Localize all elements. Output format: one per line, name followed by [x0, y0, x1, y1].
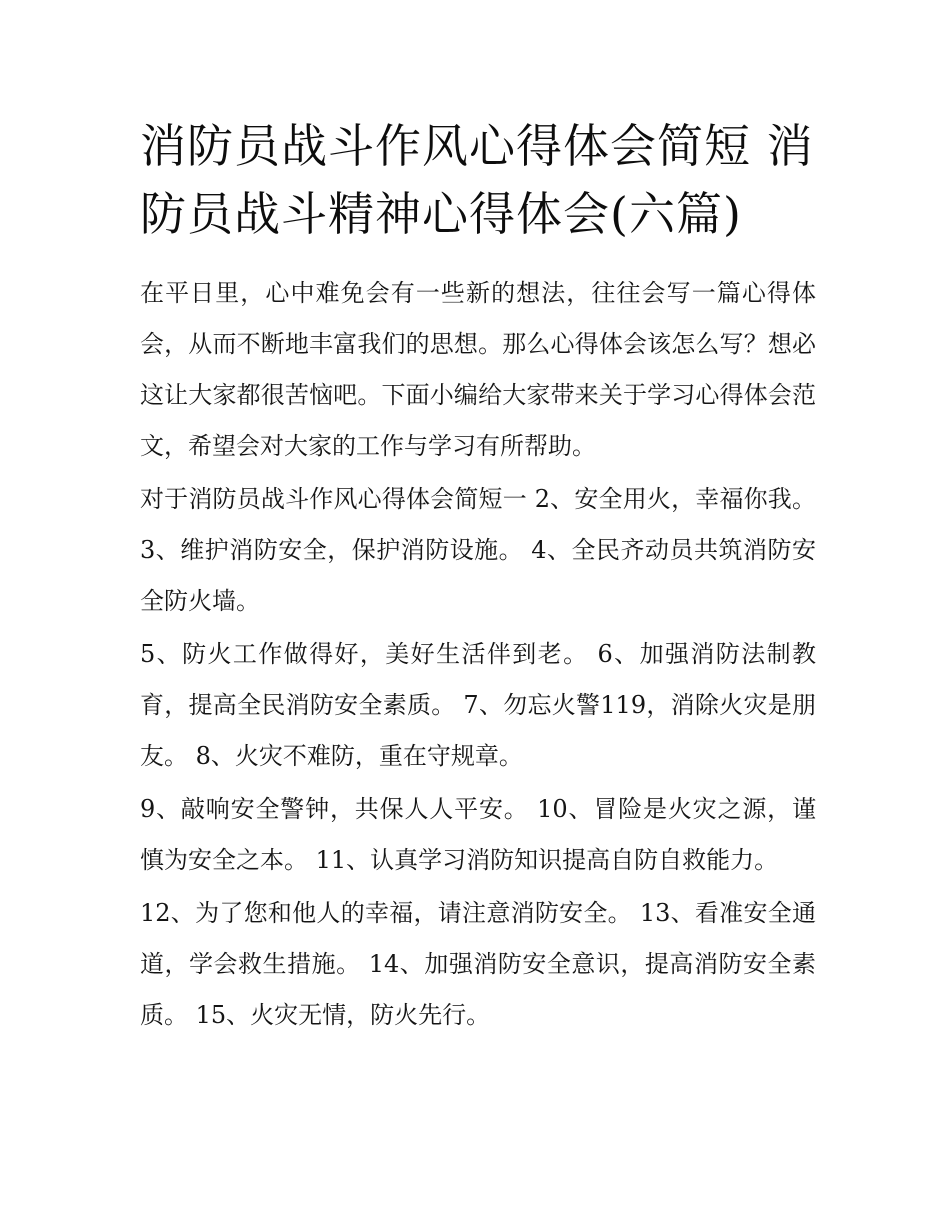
intro-paragraph: 在平日里，心中难免会有一些新的想法，往往会写一篇心得体会，从而不断地丰富我们的思想。那么心得体会该怎么写？想必这让大家都很苦恼吧。下面小编给大家带来关于学习心得体会范文，希望会对大家的工作与学习有所帮助。: [140, 279, 816, 460]
body-paragraph: 对于消防员战斗作风心得体会简短一 2、安全用火，幸福你我。 3、维护消防安全，保护消防设施。 4、全民齐动员共筑消防安全防火墙。: [140, 485, 816, 615]
body-paragraph: 12、为了您和他人的幸福，请注意消防安全。 13、看准安全通道，学会救生措施。 14、加强消防安全意识，提高消防安全素质。 15、火灾无情，防火先行。: [140, 899, 816, 1029]
document-title: 消防员战斗作风心得体会简短 消防员战斗精神心得体会(六篇): [140, 119, 814, 241]
body-paragraph: 5、防火工作做得好，美好生活伴到老。 6、加强消防法制教育，提高全民消防安全素质。 7、勿忘火警119，消除火灾是朋友。 8、火灾不难防，重在守规章。: [140, 640, 816, 770]
body-paragraph: 9、敲响安全警钟，共保人人平安。 10、冒险是火灾之源，谨慎为安全之本。 11、认真学习消防知识提高自防自救能力。: [140, 795, 816, 874]
